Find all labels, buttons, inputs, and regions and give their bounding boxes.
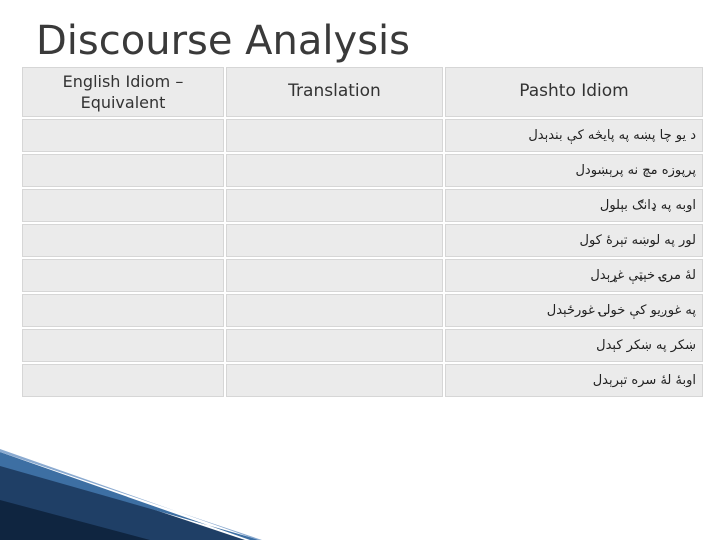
pashto-cell bbox=[445, 329, 703, 362]
header-english-cell bbox=[22, 67, 224, 117]
header-translation-cell bbox=[226, 67, 443, 117]
pashto-idiom: ښکر په ښکر کېدل bbox=[596, 338, 696, 353]
pashto-cell bbox=[445, 364, 703, 397]
translation-cell bbox=[226, 119, 443, 152]
translation-cell bbox=[226, 224, 443, 257]
pashto-cell bbox=[445, 119, 703, 152]
header-pashto: Pashto Idiom bbox=[519, 81, 629, 101]
idiom-table bbox=[20, 65, 705, 399]
english-cell bbox=[22, 119, 224, 152]
header-pashto-cell bbox=[445, 67, 703, 117]
english-cell bbox=[22, 224, 224, 257]
pashto-idiom: په غوږيو کې خولۍ غورځېدل bbox=[546, 303, 696, 318]
translation-cell bbox=[226, 189, 443, 222]
table-row bbox=[22, 119, 703, 152]
pashto-idiom: پرپوزه مچ نه پرېښودل bbox=[575, 163, 696, 178]
table-row bbox=[22, 259, 703, 292]
pashto-idiom: لور په لوښه تېرۀ کول bbox=[579, 233, 696, 248]
pashto-cell bbox=[445, 224, 703, 257]
table-row bbox=[22, 189, 703, 222]
pashto-idiom: لۀ مرۍ خېټې غړېدل bbox=[590, 268, 696, 283]
table-row bbox=[22, 154, 703, 187]
table-header-row bbox=[22, 67, 703, 117]
translation-cell bbox=[226, 364, 443, 397]
swoosh-dark-band bbox=[0, 458, 245, 540]
pashto-cell bbox=[445, 294, 703, 327]
header-english: English Idiom – Equivalent bbox=[62, 72, 184, 112]
english-cell bbox=[22, 189, 224, 222]
pashto-cell bbox=[445, 154, 703, 187]
translation-cell bbox=[226, 294, 443, 327]
english-cell bbox=[22, 259, 224, 292]
swoosh-light-band bbox=[0, 449, 262, 540]
translation-cell bbox=[226, 154, 443, 187]
pashto-idiom: د يو چا پښه په پايڅه کې بندېدل bbox=[528, 128, 696, 143]
swoosh-corner bbox=[0, 500, 150, 540]
table-row bbox=[22, 224, 703, 257]
header-translation: Translation bbox=[288, 81, 381, 101]
table-row bbox=[22, 294, 703, 327]
table-row bbox=[22, 364, 703, 397]
pashto-idiom: اوبۀ لۀ سره تېرېدل bbox=[592, 373, 696, 388]
swoosh-mid-band bbox=[0, 452, 260, 540]
english-cell bbox=[22, 364, 224, 397]
pashto-idiom: اوبه په ډانګ بېلول bbox=[599, 198, 696, 213]
pashto-cell bbox=[445, 189, 703, 222]
english-cell bbox=[22, 154, 224, 187]
english-cell bbox=[22, 294, 224, 327]
slide-title: Discourse Analysis bbox=[36, 18, 410, 64]
english-cell bbox=[22, 329, 224, 362]
table-row bbox=[22, 329, 703, 362]
translation-cell bbox=[226, 329, 443, 362]
translation-cell bbox=[226, 259, 443, 292]
pashto-cell bbox=[445, 259, 703, 292]
